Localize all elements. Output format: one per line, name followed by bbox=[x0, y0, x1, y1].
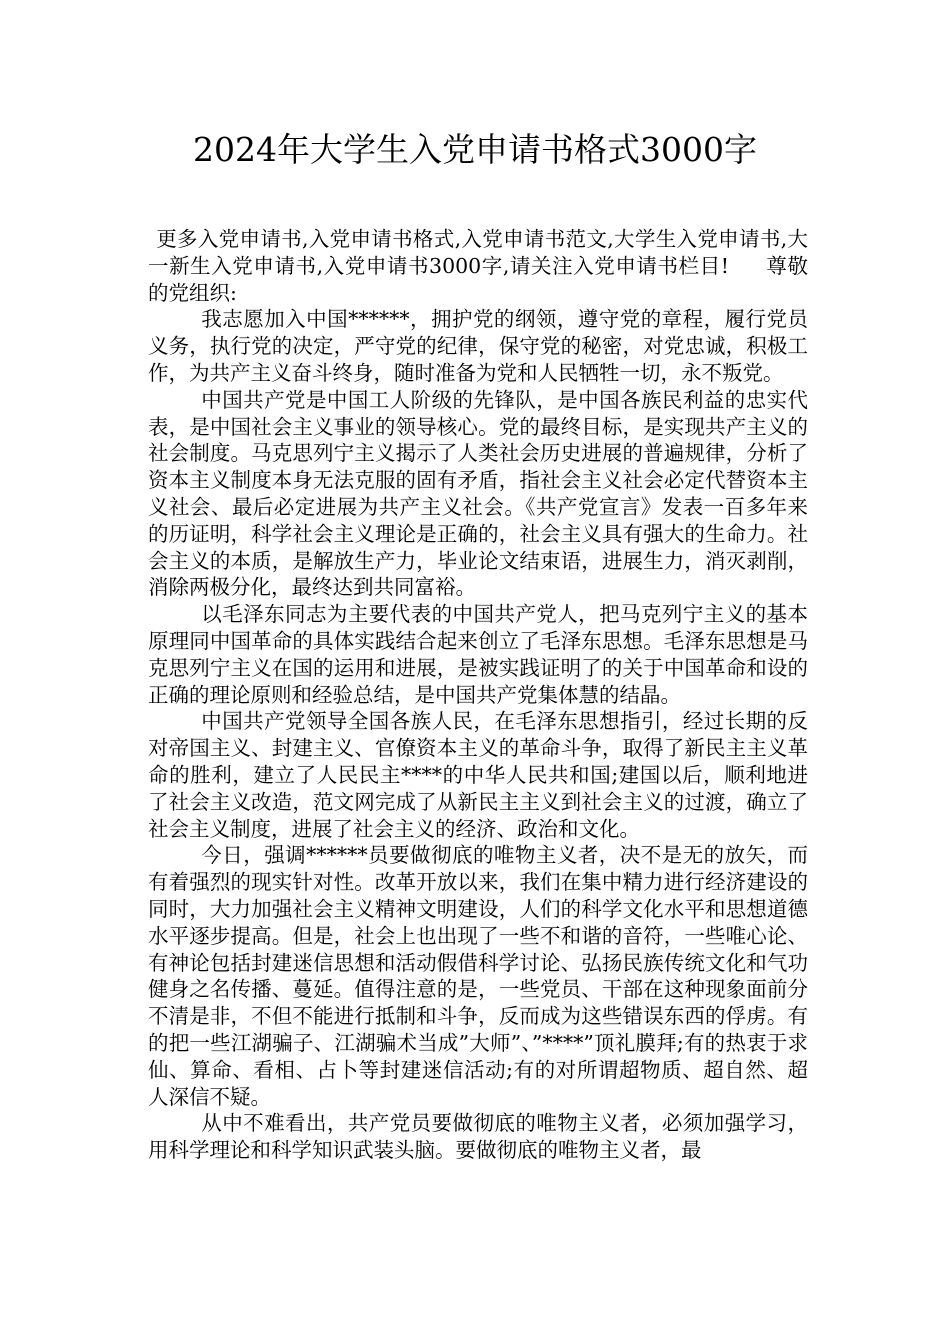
intro-text: 更多入党申请书,入党申请书格式,入党申请书范文,大学生入党申请书,大一新生入党申请书,入党申请书3000字,请关注入党申请书栏目! bbox=[148, 227, 808, 278]
body-paragraph: 从中不难看出，共产党员要做彻底的唯物主义者，必须加强学习，用科学理论和科学知识武装头脑。要做彻底的唯物主义者，最 bbox=[148, 1111, 808, 1163]
document-body bbox=[148, 226, 808, 1164]
body-paragraph: 以毛泽东同志为主要代表的中国共产党人，把马克列宁主义的基本原理同中国革命的具体实践结合起来创立了毛泽东思想。毛泽东思想是马克思列宁主义在国的运用和进展，是被实践证明了的关于中国革命和设的正确的理论原则和经验总结，是中国共产党集体慧的结晶。 bbox=[148, 602, 808, 707]
salutation: 尊敬的党组织: bbox=[148, 253, 808, 305]
body-paragraph: 我志愿加入中国******，拥护党的纲领，遵守党的章程，履行党员义务，执行党的决定，严守党的纪律，保守党的秘密，对党忠诚，积极工作，为共产主义奋斗终身，随时准备为党和人民牺牲一切，永不叛党。 bbox=[148, 307, 808, 385]
intro-paragraph bbox=[148, 226, 808, 306]
body-paragraph: 中国共产党是中国工人阶级的先锋队，是中国各族民利益的忠实代表，是中国社会主义事业的领导核心。党的最终目标，是实现共产主义的社会制度。马克思列宁主义揭示了人类社会历史进展的普遍规律，分析了资本主义制度本身无法克服的固有矛盾，指社会主义社会必定代替资本主义社会、最后必定进展为共产主义社会。《共产党宣言》发表一百多年来的历证明，科学社会主义理论是正确的，社会主义具有强大的生命力。社会主义的本质，是解放生产力，毕业论文结束语，进展生力，消灭剥削，消除两极分化，最终达到共同富裕。 bbox=[148, 387, 808, 600]
body-paragraph: 今日，强调******员要做彻底的唯物主义者，决不是无的放矢，而有着强烈的现实针对性。改革开放以来，我们在集中精力进行经济建设的同时，大力加强社会主义精神文明建设，人们的科学文化水平和思想道德水平逐步提高。但是，社会上也出现了一些不和谐的音符，一些唯心论、有神论包括封建迷信思想和活动假借科学讨论、弘扬民族传统文化和气功健身之名传播、蔓延。值得注意的是，一些党员、干部在这种现象面前分不清是非，不但不能进行抵制和斗争，反而成为这些错误东西的俘虏。有的把一些江湖骗子、江湖骗术当成”大师”、”****”顶礼膜拜;有的热衷于求仙、算命、看相、占卜等封建迷信活动;有的对所谓超物质、超自然、超人深信不疑。 bbox=[148, 843, 808, 1109]
body-paragraph: 中国共产党领导全国各族人民，在毛泽东思想指引，经过长期的反对帝国主义、封建主义、官僚资本主义的革命斗争，取得了新民主主义革命的胜利，建立了人民民主****的中华人民共和国;建国以后，顺利地进了社会主义改造，范文网完成了从新民主主义到社会主义的过渡，确立了社会主义制度，进展了社会主义的经济、政治和文化。 bbox=[148, 709, 808, 841]
document-title: 2024年大学生入党申请书格式3000字 bbox=[193, 130, 757, 169]
